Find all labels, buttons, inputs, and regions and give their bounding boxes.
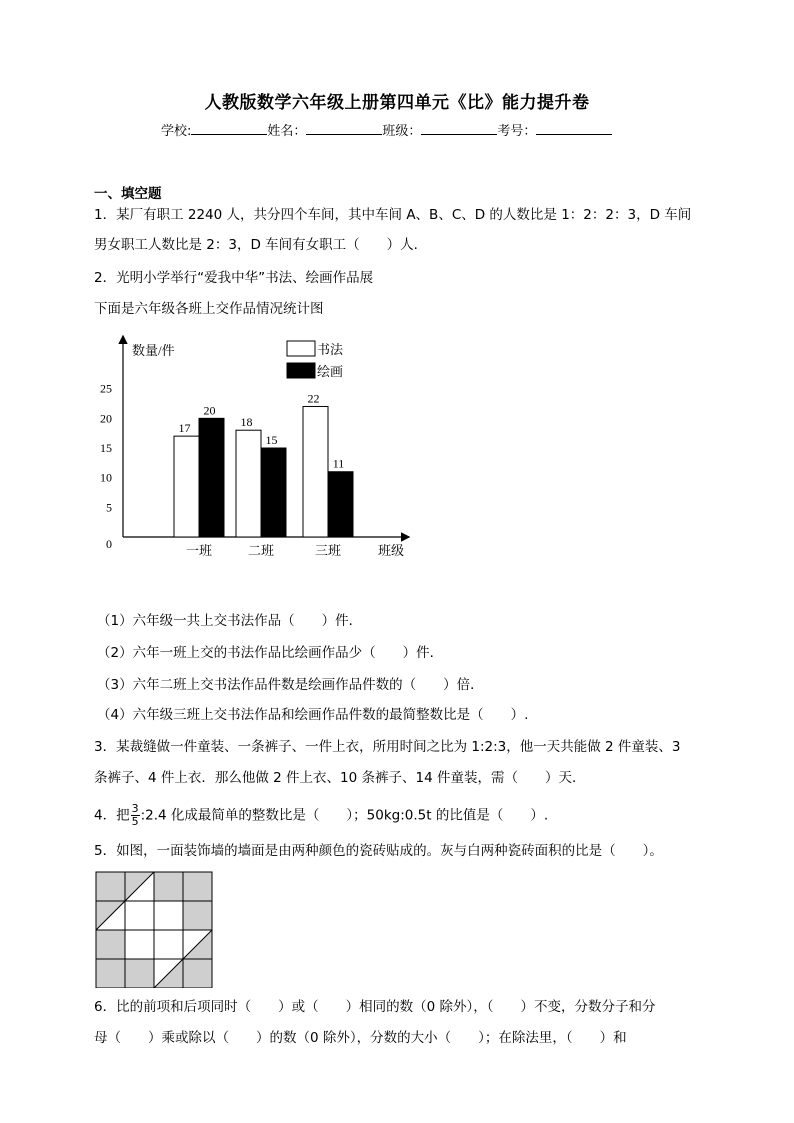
- school-blank: [191, 122, 267, 135]
- page-title: 人教版数学六年级上册第四单元《比》能力提升卷: [204, 93, 590, 113]
- q4-prefix: 4．把: [94, 807, 130, 824]
- q4-line: [94, 803, 548, 828]
- category-label: 二班: [247, 543, 275, 558]
- y-tick-label: 25: [100, 381, 112, 396]
- q4-suffix: :2.4 化成最简单的整数比是（ ）；50kg:0.5t 的比值是（ ）.: [140, 807, 549, 824]
- y-tick-label: 10: [100, 470, 112, 485]
- class-label: 班级：: [382, 124, 422, 139]
- q2-sub1: （1）六年级一共上交书法作品（ ）件．: [97, 613, 363, 629]
- legend-swatch: [287, 363, 315, 378]
- category-label: 三班: [314, 543, 342, 558]
- section-heading: 一、填空题: [94, 186, 162, 202]
- student-info-row: [161, 120, 612, 139]
- bar-value-label: 18: [240, 415, 253, 430]
- bar-calligraphy: [303, 406, 328, 537]
- y-tick-label: 15: [100, 441, 112, 455]
- exam-no-label: 考号：: [497, 124, 537, 139]
- q6-line2: 母（ ）乘或除以（ ）的数（0 除外），分数的大小（ ）；在除法里，（ ）和: [94, 1030, 627, 1046]
- q4-frac-numerator: 3: [131, 802, 139, 815]
- bar-painting: [261, 448, 286, 537]
- category-label: 一班: [185, 543, 213, 558]
- bar-value-label: 17: [178, 421, 191, 436]
- name-label: 姓名：: [267, 124, 307, 139]
- class-blank: [421, 122, 497, 135]
- legend-label: 书法: [317, 342, 344, 357]
- q6-line1: 6．比的前项和后项同时（ ）或（ ）相同的数（0 除外），（ ）不变，分数分子和分: [94, 999, 656, 1015]
- bar-painting: [328, 472, 353, 537]
- y-tick-label: 5: [106, 500, 112, 515]
- y-axis-label: 数量/件: [132, 343, 175, 358]
- q2-line2: 下面是六年级各班上交作品情况统计图: [94, 301, 324, 317]
- q2-sub4: （4）六年级三班上交书法作品和绘画作品件数的最简整数比是（ ）.: [97, 707, 529, 723]
- bar-value-label: 11: [332, 456, 345, 471]
- q2-sub3: （3）六年二班上交书法作品件数是绘画作品件数的（ ）倍．: [97, 677, 484, 693]
- q3-line2: 条裤子、4 件上衣．那么他做 2 件上衣、10 条裤子、14 件童装，需（ ）天．: [94, 770, 586, 786]
- q4-fraction: [131, 803, 140, 828]
- q3-line1: 3．某裁缝做一件童装、一条裤子、一件上衣，所用时间之比为 1:2:3，他一天共能做 2 件童装、3: [94, 739, 681, 755]
- tile-wall-figure: [94, 870, 220, 988]
- bar-calligraphy: [174, 436, 199, 537]
- exam-no-blank: [536, 122, 612, 135]
- q4-frac-denominator: 5: [131, 815, 139, 828]
- q1-line1: 1．某厂有职工 2240 人，共分四个车间，其中车间 A、B、C、D 的人数比是 1：2：2：3，D 车间: [94, 207, 692, 223]
- q2-line1: 2．光明小学举行“爱我中华”书法、绘画作品展: [94, 270, 374, 286]
- q2-sub2: （2）六年一班上交的书法作品比绘画作品少（ ）件．: [97, 645, 444, 661]
- x-axis-label: 班级: [378, 543, 405, 558]
- y-tick-label: 20: [100, 411, 112, 426]
- name-blank: [306, 122, 382, 135]
- bar-value-label: 22: [307, 391, 320, 406]
- q5-line1: 5．如图，一面装饰墙的墙面是由两种颜色的瓷砖贴成的。灰与白两种瓷砖面积的比是（ ）。: [94, 843, 663, 859]
- y-tick-label: 0: [106, 537, 112, 551]
- bar-chart: [90, 335, 420, 565]
- school-label: 学校:: [161, 124, 192, 139]
- bar-value-label: 20: [203, 403, 216, 418]
- bar-painting: [199, 418, 224, 537]
- q1-line2: 男女职工人数比是 2：3，D 车间有女职工（ ）人．: [94, 237, 428, 253]
- white-tile: [154, 901, 183, 930]
- legend-swatch: [287, 341, 315, 356]
- legend-label: 绘画: [317, 364, 344, 379]
- white-tile: [125, 930, 154, 959]
- bar-calligraphy: [236, 430, 261, 537]
- bar-value-label: 15: [265, 433, 278, 447]
